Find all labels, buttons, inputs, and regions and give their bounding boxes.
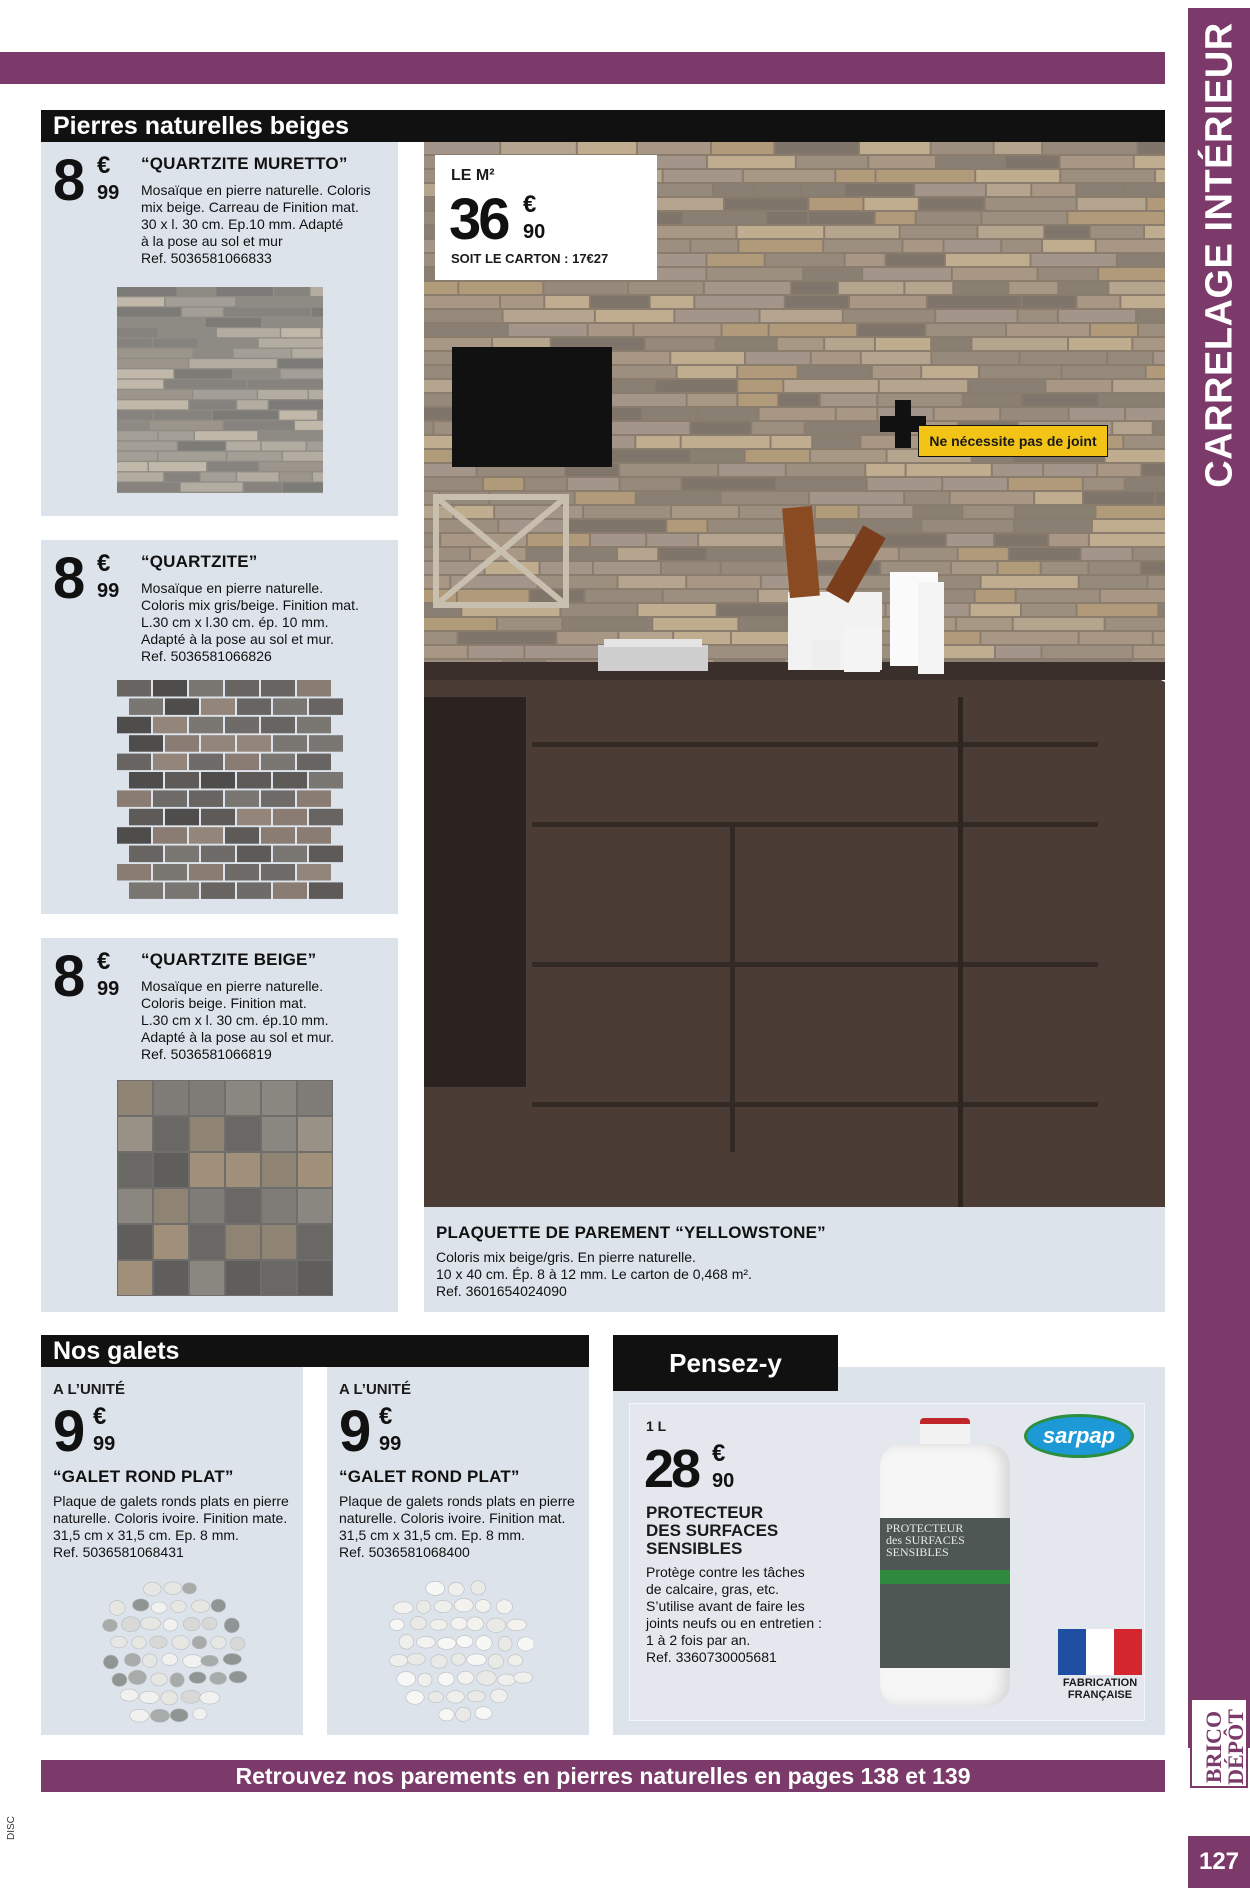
quartzite-beige-tile-image [117,1080,333,1296]
product-name: PLAQUETTE DE PAREMENT “YELLOWSTONE” [436,1223,826,1242]
section-header-pensez-y: Pensez-y [613,1335,838,1391]
price-tag: 8 € 99 [53,546,120,611]
product-description: Mosaïque en pierre naturelle. Coloris mix gris/beige. Finition mat. L.30 cm x l.30 cm. ép. 10 mm. Adapté à la pose au sol et mur. Ref. 5036581066826 [141,580,359,664]
product-name: “GALET ROND PLAT” [53,1467,234,1486]
price-tag: 9 € 99 [53,1399,116,1464]
carton-price: SOIT LE CARTON : 17€27 [451,251,609,266]
yellowstone-room-photo [424,142,1165,1207]
price-tag: 28 € 90 [644,1439,735,1499]
product-name: “QUARTZITE” [141,552,258,571]
product-card-muretto [41,142,398,516]
page-number: 127 [1188,1836,1250,1888]
product-description: Mosaïque en pierre naturelle. Coloris mix beige. Carreau de Finition mat. 30 x l. 30 cm. Ep.10 mm. Adapté à la pose au sol et mur Ref. 5036581066833 [141,182,371,266]
fabrication-francaise-label: FABRICATION FRANÇAISE [1062,1677,1138,1701]
product-name: “QUARTZITE BEIGE” [141,950,317,969]
product-card-quartzite [41,540,398,914]
product-name: “GALET ROND PLAT” [339,1467,520,1486]
price-unit: LE M² [451,167,495,184]
product-card-quartzite-beige [41,938,398,1312]
protector-card [629,1403,1145,1721]
product-volume: 1 L [646,1418,667,1434]
no-joint-badge: Ne nécessite pas de joint [918,425,1108,457]
top-accent-bar [0,52,1165,84]
product-card-galet-1 [41,1367,303,1735]
product-description: Mosaïque en pierre naturelle. Coloris beige. Finition mat. L.30 cm x l. 30 cm. ép.10 mm. Adapté à la pose au sol et mur. Ref. 5036581066819 [141,978,335,1062]
feature-caption [424,1207,1165,1312]
protector-bottle-image [870,1418,1020,1708]
quartzite-tile-image [117,680,347,902]
sarpap-logo: sarpap [1024,1414,1134,1458]
product-description: Plaque de galets ronds plats en pierre naturelle. Coloris ivoire. Finition mate. 31,5 cm x 31,5 cm. Ep. 8 mm. Ref. 5036581068431 [53,1493,289,1560]
category-title: CARRELAGE INTÉRIEUR [1198,22,1241,488]
price-unit: A L’UNITÉ [53,1381,125,1398]
brico-depot-logo: BRICO DÉPÔT [1190,1698,1248,1788]
section-header-pierres: Pierres naturelles beiges [41,110,1165,142]
product-name: “QUARTZITE MURETTO” [141,154,348,173]
product-description: Plaque de galets ronds plats en pierre naturelle. Coloris ivoire. Finition mat. 31,5 cm x 31,5 cm. Ep. 8 mm. Ref. 5036581068400 [339,1493,575,1560]
product-description: Coloris mix beige/gris. En pierre naturelle. 10 x 40 cm. Ép. 8 à 12 mm. Le carton de 0,468 m². Ref. 3601654024090 [436,1249,752,1299]
disc-label: DISC [6,1816,17,1840]
product-card-galet-2 [327,1367,589,1735]
french-flag-icon [1058,1629,1142,1675]
price-tag: 8 € 99 [53,148,120,213]
price-unit: A L’UNITÉ [339,1381,411,1398]
feature-price-box [435,155,657,280]
price-tag: 8 € 99 [53,944,120,1009]
muretto-tile-image [117,287,323,493]
section-header-galets: Nos galets [41,1335,589,1367]
bottle-label: PROTECTEUR des SURFACES SENSIBLES [886,1521,965,1559]
footer-banner: Retrouvez nos parements en pierres naturelles en pages 138 et 139 [41,1760,1165,1792]
price-tag: 9 € 99 [339,1399,402,1464]
galet-white-tile-image [383,1577,533,1727]
galet-grey-tile-image [97,1577,247,1727]
price-tag: 36 € 90 [449,187,546,252]
product-name: PROTECTEUR DES SURFACES SENSIBLES [646,1503,779,1558]
product-description: Protège contre les tâches de calcaire, gras, etc. S’utilise avant de faire les joints neufs ou en entretien : 1 à 2 fois par an. Ref. 3360730005681 [646,1564,822,1665]
